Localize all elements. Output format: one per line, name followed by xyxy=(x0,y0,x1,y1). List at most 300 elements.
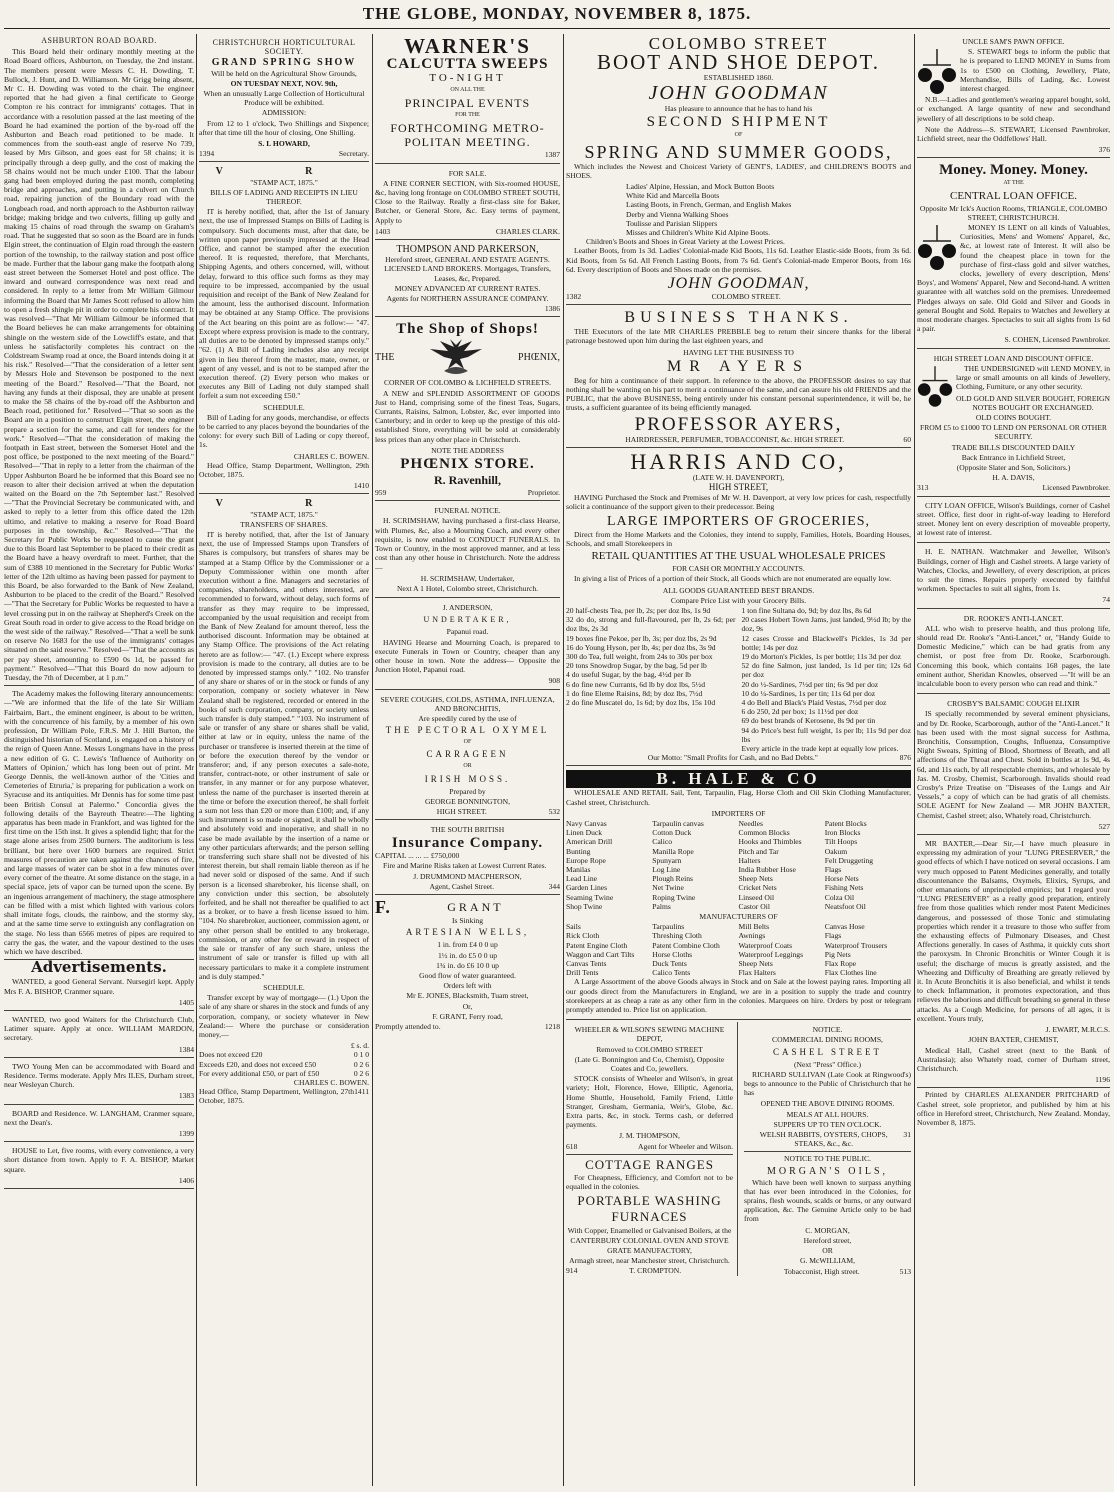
price-item: 1 do fine Eleme Raisins, 8d; by doz lbs, 7½d xyxy=(566,688,703,698)
goods-item: Patent Blocks xyxy=(824,818,867,828)
price-item: 12 cases Crosse and Blackwell's Pickles, 1s 3d per bottle; 14s per doz xyxy=(741,633,911,652)
goods-item: Bunting xyxy=(566,846,591,856)
ad-initial: F. xyxy=(375,897,391,918)
ad-title: NOTICE TO THE PUBLIC. xyxy=(784,1154,871,1164)
price-item: 52 do fine Salmon, just landed, 1s 1d per tin; 12s 6d per doz xyxy=(741,661,911,680)
fee-row xyxy=(199,1060,369,1069)
thompson-parkerson-ad xyxy=(375,242,560,317)
goods-item: Roping Twine xyxy=(652,892,696,902)
ad-number: 1196 xyxy=(1095,1075,1110,1085)
ad-headline: IRISH MOSS. xyxy=(424,773,511,784)
ad-text: N.B.—Ladies and gentlemen's wearing apparel bought, sold, or exchanged. A large quantity of new and secondhand jewellery of all descriptions to be sold cheap. xyxy=(917,95,1110,123)
ad-text: H. SCRIMSHAW, having purchased a first-class Hearse, with Plumes, &c, also a Mourning Coach, and every other requisite, is now enabled to CONDUCT FUNERALS. In Town or Country, in the most approved manner, and at less cost than any other house in Christchurch. Note the address— xyxy=(375,516,560,572)
ad-text: ON ALL THE xyxy=(450,87,485,93)
ad-number: 1411 xyxy=(354,1087,369,1097)
ad-number: 1386 xyxy=(544,304,560,314)
list-item: Lasting Boots, in French, German, and English Makes xyxy=(626,200,792,210)
ad-text: WELSH RABBITS, OYSTERS, CHOPS, STEAKS, &c., &c. xyxy=(759,1130,888,1149)
goods-item: Flags xyxy=(824,931,842,941)
ad-text: HAVING Purchased the Stock and Premises of Mr W. H. Davenport, at very low prices for cash, respectfully solicit a continuance of the support given to their predecessor. Being xyxy=(566,493,911,512)
stamp-act-shares-ad xyxy=(199,496,369,1108)
ad-text: Will be held on the Agricultural Show Grounds, xyxy=(211,68,357,78)
ad-title: THOMPSON AND PARKERSON, xyxy=(396,244,539,256)
classified-ad xyxy=(4,1060,194,1105)
phoenix-icon xyxy=(426,337,486,377)
ad-text: OPENED THE ABOVE DINING ROOMS. xyxy=(760,1099,895,1109)
stamp-act-ad xyxy=(199,164,369,494)
ad-title: FUNERAL NOTICE. xyxy=(434,506,501,516)
ad-headline: CALCUTTA SWEEPS xyxy=(386,56,549,72)
ad-text: Which includes the Newest and Choicest Variety of GENT'S, LADIES', and CHILDREN'S BOOTS and SHOES. xyxy=(566,161,911,180)
goods-item: Pig Nets xyxy=(824,949,851,959)
ad-address: Armagh street, near Manchester street, Christchurch. xyxy=(569,1255,730,1265)
ad-headline: WARNER'S xyxy=(404,34,531,58)
fees-header: £ s. d. xyxy=(350,1041,369,1051)
ad-text: Promptly attended to. xyxy=(375,1022,441,1031)
ad-headline: CARRAGEEN xyxy=(426,749,509,760)
ad-number: 60 xyxy=(903,434,911,444)
for-sale-ad xyxy=(375,166,560,240)
goods-item: Net Twine xyxy=(652,883,684,893)
goods-item: Log Line xyxy=(652,864,681,874)
goods-item: Mill Belts xyxy=(738,922,770,932)
ad-headline: LARGE IMPORTERS OF GROCERIES, xyxy=(606,513,871,529)
masthead: THE GLOBE, MONDAY, NOVEMBER 8, 1875. xyxy=(362,4,752,23)
goods-item: Tilt Hoops xyxy=(824,837,858,847)
ad-headline: BOOT AND SHOE DEPOT. xyxy=(596,50,881,74)
ad-number: 31 xyxy=(903,1130,911,1140)
high-street-loan-ad xyxy=(917,351,1110,497)
goods-item: Waterproof Coats xyxy=(738,940,793,950)
goods-item: Cricket Nets xyxy=(738,883,777,893)
column-2 xyxy=(199,34,369,1486)
warners-sweeps-ad xyxy=(375,34,560,164)
price-item: 2 do fine Muscatel do, 1s 6d; by doz lbs, 15s 10d xyxy=(566,697,716,707)
ad-text: THE UNDERSIGNED will LEND MONEY, in large or small amounts on all kinds of Jewellery, Clothing, Furniture, or any other security. xyxy=(956,363,1110,392)
royal-cipher: V R xyxy=(215,498,353,510)
ad-text: TO-NIGHT xyxy=(429,72,506,84)
ad-subtitle: (Late G. Bonnington and Co, Chemist), Opposite Coates and Co, jewellers. xyxy=(574,1054,725,1074)
ad-label: SCHEDULE. xyxy=(263,402,305,412)
ad-text: WANTED, a good General Servant. Nursegirl kept. Apply Mrs F. A. BISHOP, Cranmer square. xyxy=(4,977,194,996)
pawn-balls-icon xyxy=(917,364,953,408)
pawn-balls-icon xyxy=(917,47,957,95)
ad-address: CORNER OF COLOMBO & LICHFIELD STREETS. xyxy=(383,378,552,388)
ad-text: FROM £5 to £1000 TO LEND ON PERSONAL OR OTHER SECURITY. xyxy=(920,423,1107,442)
ad-subtitle: COMMERCIAL DINING ROOMS, xyxy=(772,1035,883,1045)
goods-item: Linseed Oil xyxy=(738,892,775,902)
ad-signature: J. EWART, M.R.C.S. xyxy=(1045,1025,1110,1035)
fee-row xyxy=(199,1050,369,1059)
list-item: Derby and Vienna Walking Shoes xyxy=(626,209,729,219)
ad-number: 1406 xyxy=(178,1175,194,1185)
crosby-elixir-ad xyxy=(917,696,1110,835)
ad-text: In giving a list of Prices of a portion of their Stock, all Goods which are not enumerated are equally low. xyxy=(574,574,892,584)
goods-item: Halters xyxy=(738,855,761,865)
ad-text: Good flow of water guaranteed. xyxy=(419,970,516,980)
ad-role: Proprietor. xyxy=(527,488,560,498)
ad-text: S. STEWART begs to inform the public that he is prepared to LEND MONEY in Sums from 1s to £500 on Clothing, Jewellery, Plate, Merchandise, Bills of Lading, &c. Lowest interest charged. xyxy=(960,47,1110,94)
goods-item: Palms xyxy=(652,901,671,911)
manufacturers-list xyxy=(566,922,911,977)
ad-text: TWO Young Men can be accommodated with Board and Residence. Terms moderate. Apply Mrs ILES, Durham street, near Wesleyan Church. xyxy=(4,1061,194,1090)
ad-role: Secretary. xyxy=(338,149,369,159)
ad-signature: JOHN GOODMAN, xyxy=(667,275,810,293)
harris-groceries-ad xyxy=(566,450,911,766)
price-row: 1 in. from £4 0 0 up xyxy=(437,940,498,950)
ad-role: Licensed Pawnbroker. xyxy=(1042,483,1110,493)
ad-text: Leather Boots, from 1s 3d. Ladies' Colonial-made Kid Boots, 11s 6d. Leather Elastic-side Boots, from 3s 6d. Kid Boots, from 5s 6d. All French Lasting Boots, from 7s 6d. Gent's Colonial-made Emperor Boots, from 16s 6d. Every description of Boots and Shoes made on the premises. xyxy=(566,246,911,274)
column-5 xyxy=(917,34,1110,1486)
fee-amount: 0 2 6 xyxy=(353,1059,369,1069)
goods-item: Sheep Nets xyxy=(738,959,773,969)
column-1 xyxy=(4,34,194,1486)
goods-item: Drill Tents xyxy=(566,968,599,978)
ad-title: CROSBY'S BALSAMIC COUGH ELIXIR xyxy=(947,699,1080,709)
hale-co-ad xyxy=(566,768,911,1020)
ad-headline: BUSINESS THANKS. xyxy=(624,309,853,327)
goods-item: Tarpaulin canvas xyxy=(652,818,704,828)
goods-item: Flax Clothes line xyxy=(824,968,877,978)
price-item: 10 do ¼-Sardines, 1s per tin; 11s 6d per doz xyxy=(741,688,876,698)
ad-number: 914 xyxy=(566,1266,578,1276)
goods-item: Seaming Twine xyxy=(566,892,614,902)
ad-address: HIGH STREET. xyxy=(436,806,487,816)
ad-text: FORTHCOMING METRO-POLITAN MEETING. xyxy=(390,121,545,150)
importers-list xyxy=(566,819,911,911)
advertisements-heading: Advertisements. xyxy=(31,958,167,977)
column-divider xyxy=(372,34,373,1486)
bottom-ads-row xyxy=(566,1022,911,1275)
goods-item: Horse Cloths xyxy=(652,949,693,959)
price-item: 19 boxes fine Pekoe, per lb, 3s; per doz lbs, 2s 9d xyxy=(566,633,717,643)
ad-text: A FINE CORNER SECTION, with Six-roomed HOUSE, &c, having long frontage on COLOMBO STREET SOUTH, Close to the Railway. Really a first-class site for Baker, Butcher, or General Store, &c. Easy terms of payment, Apply to xyxy=(375,178,560,225)
price-item: 300 do Tea, full weight, from 24s to 30s per box xyxy=(566,651,713,661)
goods-item: Flax Halters xyxy=(738,968,776,978)
goods-item: Sheep Nets xyxy=(738,874,773,884)
ad-headline: JOHN GOODMAN xyxy=(648,82,829,105)
ad-address: Tobacconist, High street. xyxy=(783,1266,860,1276)
ad-text: IT is hereby notified, that, after the 1st of January next, the use of Impressed Stamps on Bills of Lading is compulsory. Such documents must, after that date, be written upon paper previously impressed at the Head Office, and cannot be stamped after the execution thereof. It is requested, therefore, that Merchants, Shipping Agents, and others concerned, will, without delay, forward to this office such forms as they may require to be impressed, accompanied by the usual requisition and receipt of the Bank of New Zealand for the amount, less the authorised discount. Information may be obtained at any Stamp Office. The provisions of the Act bearing on this point are as follow:— "47. Except where express provision is made to the contrary, all duties are to be denoted by impressed stamps only." "62. (1) A Bill of Lading includes also any receipt given in lieu thereof from the master, mate, owner, or agent of any vessel, and is not to be stamped after the execution thereof. (2) Every person who makes or executes any Bill of Lading not duly stamped shall forfeit a sum not exceeding £50." xyxy=(199,207,369,401)
goods-item: Duck Tents xyxy=(652,959,687,969)
masthead-rule xyxy=(4,28,1110,29)
ad-motto: Our Motto: "Small Profits for Cash, and no Bad Debts." xyxy=(647,753,818,763)
ad-headline: PROFESSOR AYERS, xyxy=(634,413,843,435)
list-item: White Kid and Marcella Boots xyxy=(626,191,720,201)
ad-text: IT is hereby notified, that, after the 1st of January next, the use of Impressed Stamps upon Transfers of Shares is compulsory, but transfers of shares may be stamped at a Stamp Office by the Commissioner or a Deputy Commissioner within one month after execution without a fine. Managers and secretaries of companies, shareholders, and others interested, are recommended to forward, without delay, such forms of transfer as they may require to be impressed, accompanied by the usual requisition and receipt from the Bank of New Zealand for amount thereof, less the authorised discount. Information may be obtained at any Stamp Office. The provisions of the Act relating hereto are as follow:— "47. (1.) Except where express provision is made to the contrary, all duties are to be denoted by impressed stamps only." "102. No transfer of any share or shares of or in the stock or funds of any corporation, company or society whatever in New Zealand shall be registered, recorded or entered in the books of such corporation, company, or society unless such transfer is duly stamped." "103. No instrument of sale or transfer of any share or shares shall be valid, either at law or in equity, unless the name of the purchaser or transferee is inserted therein at the time of or before the execution thereof by the vendor or transferor; and, if any person executes a sale-note, transfer, contract-note, or other instrument of sale or transfer, in any manner or for any purpose whatever, unless the name of the purchaser is inserted therein at the time or before the execution thereof, he shall forfeit a sum not less than £20 or more than £100; and, if any such instrument is so made or signed, it shall be wholly and absolutely void and inoperative, and shall in no case be made available by the insertion of a name or any other particulars afterwards; and the person selling or transferring such share shall not be divested of his interest therein, but shall remain liable thereon as if he had never sold or disposed of the same. And if such person is a licensed sharebroker, his license shall, on any conviction under this section, be absolutely forfeited, and he shall not thereafter be qualified to act as a broker, or to have a fresh license issued to him. "104. No sharebroker, auctioneer, commission agent, or any other person shall be entitled to any brokerage, commission, or any other fee or reward in respect of the sale or transfer of any such share, unless the instrument of sale or transfer is filled up with all necessary particulars to make it a complete instrument and is duly stamped." xyxy=(199,529,369,981)
goods-item: Lead Line xyxy=(566,874,597,884)
ad-text: Or, xyxy=(462,1001,473,1011)
goods-item: Cotton Duck xyxy=(652,828,692,838)
ad-number: 1387 xyxy=(544,150,560,160)
goods-column xyxy=(739,922,825,977)
goods-item: Manilla Rope xyxy=(652,846,694,856)
ad-title: THE SOUTH BRITISH xyxy=(430,825,505,835)
ad-text: OR xyxy=(463,763,472,770)
ad-label: NOTE THE ADDRESS xyxy=(431,445,504,455)
ad-signature: CHARLES CLARK. xyxy=(495,226,560,236)
goods-item: Waggon and Cart Tilts xyxy=(566,949,635,959)
goods-item: Threshing Cloth xyxy=(652,931,702,941)
artesian-wells-ad xyxy=(375,897,560,1034)
boot-shoe-depot-ad xyxy=(566,34,911,305)
goods-column xyxy=(739,819,825,911)
ad-text: ALL who wish to preserve health, and thus prolong life, should read Dr. Rooke's "Anti-Lancet," or, "Handy Guide to Domestic Medicine," which can be had gratis from any chemist, or post free from Dr. Rooke, Scarborough. Concerning this book, which contains 168 pages, the late eminent author, Sheridan Knowles, observed —"It will be an incalculable boon to every person who can read and think." xyxy=(917,623,1110,688)
ad-signature: CHARLES C. BOWEN. xyxy=(293,1077,369,1087)
ad-number: 376 xyxy=(1098,145,1110,155)
ad-text: Has pleasure to announce that he has to hand his xyxy=(664,104,813,114)
printer-imprint: Printed by CHARLES ALEXANDER PRITCHARD of Cashel street, sole proprietor, and published by him at his office in Hereford street, Christchurch, New Zealand. Monday, November 8, 1875. xyxy=(917,1090,1110,1127)
ad-text: TRADE BILLS DISCOUNTED DAILY xyxy=(951,442,1076,452)
ad-text: PHŒNIX, xyxy=(518,351,560,363)
ad-signature: R. Ravenhill, xyxy=(433,473,501,488)
ad-text: Orders left with xyxy=(443,981,492,991)
phoenix-store-ad xyxy=(375,319,560,501)
royal-cipher: V R xyxy=(215,166,353,178)
goods-item: Felt Druggeting xyxy=(824,855,874,865)
goods-item: Tarpaulins xyxy=(652,922,685,932)
ad-text: CITY LOAN OFFICE, Wilson's Buildings, corner of Cashel street. Office, first door in right-of-way leading to Hereford street. Money lent on every description of moveable property, at lowest rate of interest. xyxy=(917,500,1110,538)
ad-signature: CHARLES C. BOWEN. xyxy=(293,451,369,461)
ad-signature: J. M. THOMPSON, xyxy=(619,1131,680,1141)
ad-headline: MR AYERS xyxy=(667,357,810,375)
ad-headline: RETAIL QUANTITIES AT THE USUAL WHOLESALE PRICES xyxy=(591,550,886,563)
morgans-oils-ad xyxy=(744,1154,911,1275)
price-item: 16 do Young Hyson, per lb, 4s; per doz lbs, 3s 9d xyxy=(566,642,716,652)
pawn-office-ad xyxy=(917,34,1110,158)
price-item: 1 ton fine Sultana do, 9d; by doz lbs, 8s 6d xyxy=(741,605,872,615)
ad-text: CANTERBURY COLONIAL OVEN AND STOVE GRATE MANUFACTORY, xyxy=(570,1236,729,1255)
ad-number: 1410 xyxy=(353,481,369,491)
ad-text: WANTED, two good Waiters for the Christchurch Club, Latimer square. Apply at once. WILLIAM MARDON, secretary. xyxy=(4,1014,194,1043)
ad-text: CAPITAL ... ... ... £750,000 xyxy=(375,851,460,861)
goods-item: Flax Rope xyxy=(824,959,857,969)
price-row: 1½ in. do £5 0 0 up xyxy=(437,950,498,960)
ad-text: THE Executors of the late MR CHARLES PREBBLE beg to return their sincere thanks for the liberal patronage bestowed upon him during the last eighteen years, and xyxy=(566,327,911,346)
classified-ad xyxy=(4,1013,194,1058)
ad-number: 532 xyxy=(548,806,560,816)
goods-item: Spunyarn xyxy=(652,855,682,865)
goods-item: Fishing Nets xyxy=(824,883,864,893)
ad-text: A Large Assortment of the above Goods always in Stock and on Sale at the lowest paying rates. Importing all our goods direct from the Manufacturers in England, we are in a position to supply the trade and country storekeepers at as cheap a rate as any other firm in the colonies. Marquees on hire. Orders by post or telegram promptly attended to. Price list on application. xyxy=(566,977,911,1015)
ad-address: Medical Hall, Cashel street (next to the Bank of Australasia); also Whately road, corner of Durham street, Christchurch. xyxy=(917,1045,1110,1073)
ad-text: Mr E. JONES, Blacksmith, Tuam street, xyxy=(406,991,529,1001)
ad-number: 908 xyxy=(548,676,560,686)
goods-item: Waterproof Trousers xyxy=(824,940,888,950)
fee-label: For every additional £50, or part of £50 xyxy=(199,1068,320,1078)
ad-text: With Copper, Enamelled or Galvanised Boilers, at the xyxy=(567,1226,732,1236)
ad-title: FOR SALE. xyxy=(448,168,487,178)
board-title: ASHBURTON ROAD BOARD. xyxy=(41,36,157,45)
ad-date: ON TUESDAY NEXT, NOV. 9th, xyxy=(230,78,338,88)
price-item: 20 do ½-Sardines, 7½d per tin; 6s 9d per doz xyxy=(741,679,879,689)
ad-headline: PHŒNIX STORE. xyxy=(400,456,535,473)
goods-item: Patent Engine Cloth xyxy=(566,940,628,950)
ad-text: AT THE xyxy=(1003,180,1024,187)
price-item: 94 do Price's best full weight, 1s per lb; 11s 9d per doz lbs xyxy=(741,725,911,744)
goods-item: Pitch and Tar xyxy=(738,846,779,856)
goods-column xyxy=(566,922,652,977)
ad-title: WHEELER & WILSON'S SEWING MACHINE DEPOT, xyxy=(574,1025,725,1044)
ad-number: 74 xyxy=(1102,595,1110,605)
city-loan-office-ad xyxy=(917,499,1110,544)
price-item: 6 do 250, 2d per box; 1s 11½d per doz xyxy=(741,707,859,717)
column-divider xyxy=(914,34,915,1486)
goods-item: Needles xyxy=(738,818,763,828)
ad-signature: C. MORGAN, xyxy=(805,1225,850,1235)
goods-item: Shop Twine xyxy=(566,901,603,911)
goods-item: Manilas xyxy=(566,864,591,874)
goods-item: Plough Reins xyxy=(652,874,693,884)
ad-address: Agent, Cashel Street. xyxy=(429,881,495,891)
ad-headline: ARTESIAN WELLS, xyxy=(405,927,530,938)
ad-number: 527 xyxy=(1098,821,1110,831)
ad-subtitle: TRANSFERS OF SHARES. xyxy=(240,519,328,529)
ad-headline: Money. Money. Money. xyxy=(939,162,1088,179)
classified-ad xyxy=(4,975,194,1011)
lung-preserver-ad xyxy=(917,837,1110,1088)
price-item: 32 do do, strong and full-flavoured, per lb, 2s 6d; per doz lbs, 2s 3d xyxy=(566,615,736,634)
goods-item: Oakum xyxy=(824,846,848,856)
ad-title: NOTICE. xyxy=(812,1025,843,1035)
ad-text: STOCK consists of Wheeler and Wilson's, in great variety; Holt, Florence, Howe, Elliptic, Agenoria, Home Shuttle, Household, Family Friend, Little Stranger, Gresham, Germania, Weir's, Globe, &c. Extra parts, &c, in stock. Terms cash, or deferred payments. xyxy=(566,1074,733,1130)
ad-title: HIGH STREET LOAN AND DISCOUNT OFFICE. xyxy=(933,353,1094,363)
ad-number: 313 xyxy=(917,483,929,493)
ad-title: "STAMP ACT, 1875." xyxy=(250,509,318,519)
ad-text: Note the Address—S. STEWART, Licensed Pawnbroker, Lichfield street, near the Oddfellows' Hall. xyxy=(917,124,1110,144)
anti-lancet-ad xyxy=(917,611,1110,695)
goods-item: Navy Canvas xyxy=(566,818,607,828)
ad-text: Beg for him a continuance of their support. In reference to the above, the PROFESSOR desires to say that nothing shall be wanting on his part to merit a continuance of the same, and can assure his old FRIENDS and the PUBLIC, that the above BUSINESS, being entirely under his constant personal superintendence, it will be, he trusts, a sufficient guarantee of its being efficiently managed. xyxy=(566,375,911,413)
ad-text: MONEY ADVANCED AT CURRENT RATES. xyxy=(394,283,541,293)
ad-title: CHRISTCHURCH HORTICULTURAL SOCIETY. xyxy=(212,38,356,57)
ad-text: OF xyxy=(463,739,472,746)
ad-text: Is Sinking xyxy=(451,916,483,926)
ad-headline: SECOND SHIPMENT xyxy=(646,114,831,131)
goods-item: American Drill xyxy=(566,837,613,847)
price-item: 20 half-chests Tea, per lb, 2s; per doz lbs, 1s 9d xyxy=(566,605,711,615)
ad-text: When an unusually Large Collection of Horticultural Produce will be exhibited. xyxy=(203,89,365,108)
ad-text: Transfer except by way of mortgage— (1.) Upon the sale of any share or shares in the stock and funds of any corporation, company, or society whatever in New Zealand:— Where the purchase or consideration money,— xyxy=(199,993,369,1039)
ad-title: "STAMP ACT, 1875." xyxy=(250,177,318,187)
ad-title: SEVERE COUGHS, COLDS, ASTHMA, INFLUENZA, AND BRONCHITIS, xyxy=(380,694,555,713)
ad-text: Are speedily cured by the use of xyxy=(418,713,517,723)
list-item: Children's Boots and Shoes in Great Variety at the Lowest Prices. xyxy=(586,237,785,247)
goods-item: Calico Tents xyxy=(652,968,691,978)
ad-signature: H. A. DAVIS, xyxy=(992,473,1035,483)
ad-text: Bill of Lading for any goods, merchandise, or effects to be carried to any places beyond the boundaries of the colony: for every such Bill of Lading or copy thereof, 1s. xyxy=(199,412,369,450)
ad-role: Agent for Wheeler and Wilson. xyxy=(638,1141,733,1151)
goods-item: Horse Nets xyxy=(824,874,859,884)
classified-ad xyxy=(4,1144,194,1189)
ad-subtitle: Removed to COLOMBO STREET xyxy=(596,1044,703,1054)
goods-item: Linen Duck xyxy=(566,828,603,838)
ad-title: UNCLE SAM'S PAWN OFFICE. xyxy=(962,37,1065,46)
ad-number: 1384 xyxy=(178,1044,194,1054)
ad-address: HIGH STREET, xyxy=(708,482,769,493)
list-item: Misses and Children's White Kid Alpine Boots. xyxy=(626,228,771,238)
ad-number: 1399 xyxy=(178,1128,194,1138)
ad-headline: Insurance Company. xyxy=(391,835,544,852)
ad-number: 876 xyxy=(899,753,911,763)
ad-headline: GRANT xyxy=(447,899,504,914)
ad-number: 344 xyxy=(548,881,560,891)
fee-label: Exceeds £20, and does not exceed £50 xyxy=(199,1059,317,1069)
ad-text: MEALS AT ALL HOURS. xyxy=(786,1109,869,1119)
ad-address: COLOMBO STREET. xyxy=(711,292,781,302)
goods-item: Hooks and Thimbles xyxy=(738,837,802,847)
classified-ad xyxy=(4,1107,194,1143)
ad-number: 513 xyxy=(899,1266,911,1276)
goods-item: Sails xyxy=(566,922,581,932)
ad-number: 1394 xyxy=(199,149,215,159)
imprint xyxy=(917,1090,1110,1127)
column-3 xyxy=(375,34,560,1486)
ad-text: OF xyxy=(734,132,743,139)
ad-text: Compare Price List with your Grocery Bills. xyxy=(670,595,807,605)
list-item: Toulisse and Parisian Slippers xyxy=(626,218,718,228)
ad-address: Next A 1 Hotel, Colombo street, Christchurch. xyxy=(396,583,539,593)
ad-text: H. E. NATHAN. Watchmaker and Jeweller, Wilson's Buildings, corner of High and Cashel streets. A large variety of Watches, Clocks, and Jewellery, of every description, at prices to suit the times. Repairs properly executed by faithful workmen. Spectacles to suit all sights, from 1s. xyxy=(917,547,1110,594)
ad-label: SCHEDULE. xyxy=(263,982,305,992)
ad-text: FOR THE xyxy=(455,112,480,119)
goods-item: Neatsfoot Oil xyxy=(824,901,866,911)
ad-headline: COLOMBO STREET xyxy=(648,34,829,53)
board-report: This Board held their ordinary monthly meeting at the Road Board offices, Ashburton, on Tuesday, the 2nd instant. The members present were Messrs C. H. Dowding, T. Bullock, J. Hunt, and D. Williamson. Mr Grigg being absent, Mr C. H. Dowding was voted to the chair. The engineer reported that he had given a final certificate to George Compton re his contract for immigrants' cottages. That in accordance with a resolution passed at the last meeting of the Board he had examined the portion of the by-road off the Ashburton and Beach road petitioned to be made. It commences from the south-east angle of reserve No 739, leased by Mrs Gibson, and goes east for 58 chains; it is principally through a deep gully, and the cost of making the 58 chains would not be much under £100. That the labour gang had been employed during the past month, completing bridge and approaches, and putting in a culvert on Church road, repairing junction of the Boundary road with the Longbeach road, and north approach to the Ashburton railway bridge; making bridge and two culverts, filling up gully and making 15 chains of road through the swamp on Graham's road. That he suggested that so soon as the Board are in funds Elgin street, the continuation of Elgin road through the eastern portion of the township, to the railway station and post office be made. Further that the labour gang make the footpath along east street between the Somerset Hotel and post office. The inward and outward correspondence was next read and considered. In reply to a letter from Mr William Gilmour informing the Board that Mr James Scott refused to allow him to open a fresh shingle pit in order to complete his contract. It was resolved—"That Mr William Gilmour be informed that the Board believes he can make arrangements for obtaining shingle on the western side of the Lowcliff's estate, and that unless he satisfactorily completes his contract on the Coldstream Swamp road at once, the Board intends doing it at his risk." Resolved—"That the consideration of a letter sent by Messrs Hole and Stevenson be postponed to the next meeting of the Board." Resolved—"That the Board, not having any funds at their disposal, they are unable at present to make the 58 chains of the by-road off the Ashburton and Beach road, petitioned for." Resolved—"That so soon as the Board are in a position to construct Elgin street, the engineer prepare a section for the same, and call for tenders for the work." Resolved—"That the consideration of making the footpath in East street, between the Somerset Hotel and the post office, be postponed to the next meeting of the Board." Resolved—"That in reply to a letter from the chairman of the Upper Ashburton Board he be informed that this Board see no reason to alter their decision arrived at when the deputation waited on the Board on the 7th September last." Resolved—"That the Provincial Secretary be communicated with, and asked to reply to a letter from this office dated the 12th ultimo, and relative to making a reserve for Road Board purposes in the township, &c." Resolved—"That the Secretary for Public Works be requested to cause the grant due to this Board last September to be placed to their credit as the Board have a heavy overdraft to meet. Further, that the sum of £388 10 mentioned in the Secretary for Public Works' letter of the 12th ultimo as having been passed for payment to this Board, be also forwarded to the Bank of New Zealand, Ashburton to be placed to the credit of the Board." Resolved—"That the Secretary for Public Works be requested to have a level crossing put in on the railway at Shepherd's Creek on the Great South road in order to give access to the Road bridge on the west side of the railway." Resolved—"That a well be sunk on reserve No 1683 for the use of the immigrants' cottages situated on the said reserve." Resolved—"That the accounts as per pay sheet, amounting to £590 0s 1d, be passed for payment." Resolved—"That this Board do now adjourn to Tuesday, the 7th of December, at 1 p.m." xyxy=(4,47,194,683)
price-list-right xyxy=(742,606,912,753)
goods-column xyxy=(652,819,738,911)
ad-text: Back Entrance in Lichfield Street, xyxy=(961,452,1066,462)
ad-text: OR xyxy=(822,1246,833,1256)
ad-signature: T. CROMPTON. xyxy=(629,1266,682,1276)
ad-text: IS specially recommended by several eminent physicians, and by Dr. Rooke, Scarborough, author of the "Anti-Lancet." It has been used with the most signal success for Asthma, Bronchitis, Consumption, Coughs, Influenza, Consumptive Night Sweats, Spitting of Blood, Shortness of Breath, and all affections of the Throat and Chest. Sold in bottles at 1s 9d, 4s 6d, and 11s each, by all respectable chemists, and wholesale by Jas. M. Crosby, Chemist, Scarborough. Invalids should read Crosby's Prize Treatise on "Diseases of the Lungs and Air Vessels," a copy of which can be had gratis of all chemists. SOLE AGENT for New Zealand — MR JOHN BAXTER, Chemist, Cashel street; also, Whately road, Christchurch. xyxy=(917,709,1110,820)
ad-title: J. ANDERSON, xyxy=(442,603,493,613)
ad-text: ESTABLISHED 1860. xyxy=(703,73,774,82)
goods-item: Flags xyxy=(824,864,842,874)
central-loan-office-ad xyxy=(917,160,1110,348)
price-list-left xyxy=(566,606,736,753)
ad-number: 1382 xyxy=(566,292,582,302)
price-item: 69 do best brands of Kerosene, 8s 9d per tin xyxy=(741,716,876,726)
goods-item: Iron Blocks xyxy=(824,828,861,838)
funeral-notice-ad xyxy=(375,503,560,598)
ad-text: MONEY IS LENT on all kinds of Valuables, Curiosities, Mens' and Womens' Apparel, &c, &c, at lowest rate of Interest. It will also be found the cheapest place in town for the purchase of first-class gold and silver watches, clocks, jewellery of every description, Mens' Boys', and Womens' Apparel, New and Second-hand. A written guarantee with all watches sold on the premises. Unredeemed Pledges always on sale. Old Gold and Silver and Goods in general Bought and Sold. Repairs to Watches and Jewellery at most moderate charges. Spectacles to suit all sights from 1s 6d a pair. xyxy=(917,223,1110,334)
ad-headline: HARRIS AND CO, xyxy=(630,448,847,474)
ad-text: WHOLESALE AND RETAIL Sail, Tent, Tarpaulin, Flag, Horse Cloth and Oil Skin Clothing Manufacturer, Cashel street, Christchurch. xyxy=(566,788,911,807)
business-thanks-ad xyxy=(566,307,911,448)
ad-address: Papanui road. xyxy=(446,627,489,637)
ad-text: (Opposite Slater and Son, Solicitors.) xyxy=(956,462,1071,472)
ad-number: 618 xyxy=(566,1141,578,1151)
ad-text: MR BAXTER,—Dear Sir,—I have much pleasure in expressing my admiration of your "LUNG PRESERVER," the good effects of which I have noticed on several occasions. I am very much opposed to Patent Medicines generally, and totally discountenance the Balsams, Oxymels, Elixirs, Syrups, and other emanations of unprincipled empirics; but I regard your "LUNG PRESERVER" as a really good preparation, entirely free from those qualities which render most Patent Medicines dangerous, and possessed of those Tonic and stimulating properties which render it a treasure to those who suffer from the exhausting effects of Pulmonary Diseases, and Chest Affections generally. In cases of Asthma, it quickly cuts short the paroxysm. In Chronic Bronchitis or Winter Cough it is useful; the discharge of mucus is greatly assisted, and the Wheezing and Difficulty of Breathing are greatly relieved by it. In Acute Bronchitis it is also beneficial, and whilst it tends to check Inflammation, it promotes expectoration, and thus relieves the laborious and difficult breathing so general in these attacks. As a Cough Medicine, for persons of all ages, it is excellent. Yours truly, xyxy=(917,839,1110,1023)
cottage-ranges-ad xyxy=(566,1157,733,1275)
price-item: 20 cases Hobert Town Jams, just landed, 9½d lb; by the doz, 9s xyxy=(741,615,911,634)
ad-number: 1383 xyxy=(178,1091,194,1101)
ad-signature: S. I. HOWARD, xyxy=(258,139,310,149)
price-item: 4 do useful Sugar, by the bag, 4½d per lb xyxy=(566,670,691,680)
ad-text: F. GRANT, Ferry road, xyxy=(432,1011,503,1021)
goods-item: Common Blocks xyxy=(738,828,790,838)
goods-column xyxy=(566,819,652,911)
goods-column xyxy=(825,819,911,911)
fee-amount: 0 1 0 xyxy=(353,1050,369,1060)
goods-item: Castor Oil xyxy=(738,901,770,911)
ad-text: HOUSE to Let, five rooms, with every convenience, a very short distance from town. Apply to F. A. BISHOP, Market square. xyxy=(4,1146,194,1174)
dining-rooms-ad xyxy=(744,1022,911,1152)
ad-signature: S. COHEN, Licensed Pawnbroker. xyxy=(1004,335,1110,345)
ad-address: Hereford street, xyxy=(803,1235,852,1245)
ad-number: 1218 xyxy=(544,1022,560,1031)
